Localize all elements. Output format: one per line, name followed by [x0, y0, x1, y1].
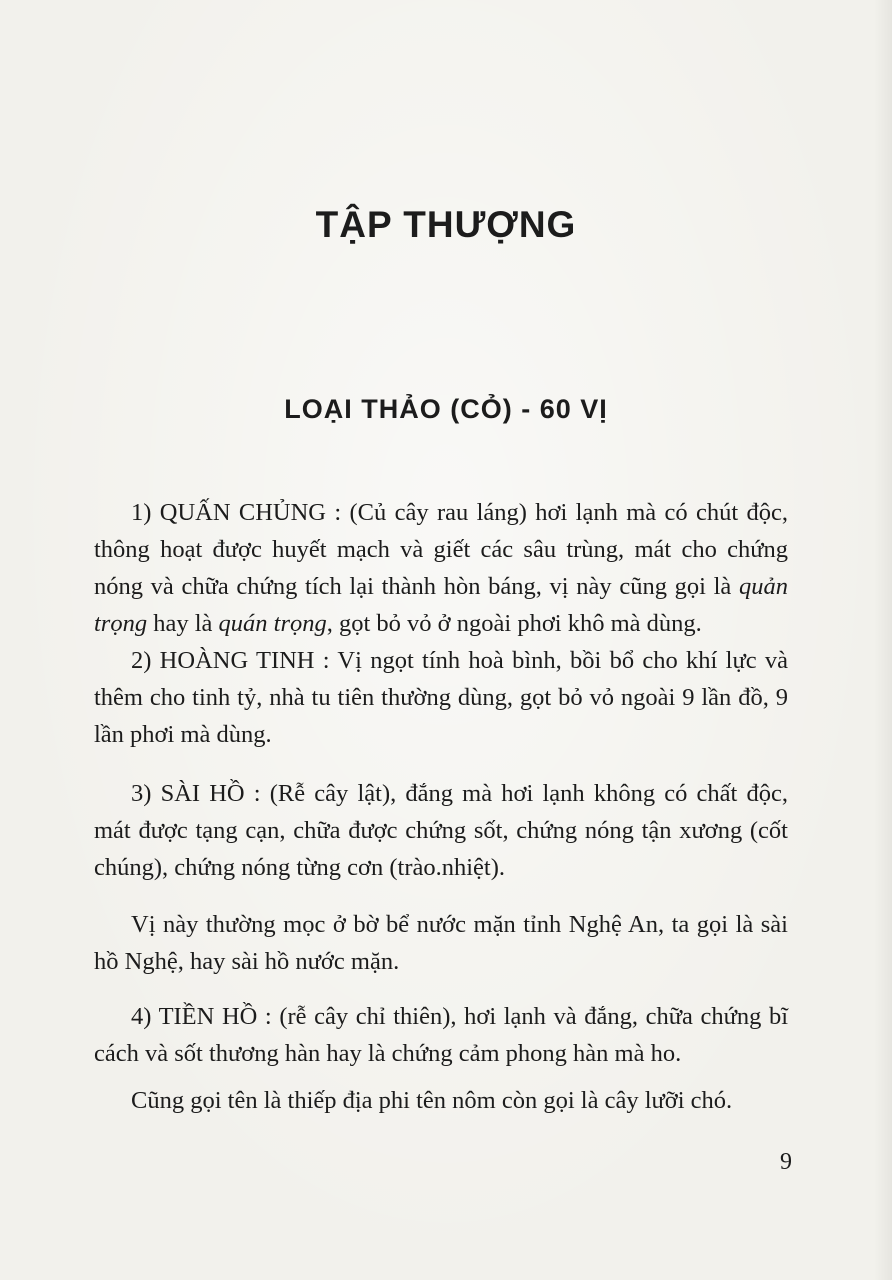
- entry-hoang-tinh: 2) HOÀNG TINH : Vị ngọt tính hoà bình, bồi bổ cho khí lực và thêm cho tinh tỷ, nhà tu tiên thường dùng, gọt bỏ vỏ ngoài 9 lần đồ, 9 lần phơi mà dùng.: [94, 647, 788, 748]
- italic-term: quản trọng: [94, 573, 788, 637]
- entry-quan-chung: [94, 494, 788, 642]
- volume-title: TẬP THƯỢNG: [315, 204, 577, 245]
- body-text: [94, 494, 788, 1119]
- italic-term: quán trọng: [218, 610, 327, 637]
- entry-text: , gọt bỏ vỏ ở ngoài phơi khô mà dùng.: [326, 610, 702, 637]
- entry-text: hay là: [147, 610, 219, 637]
- entry-text: 1) QUẤN CHỦNG : (Củ cây rau láng) hơi lạnh mà có chút độc, thông hoạt được huyết mạch và giết các sâu trùng, mát cho chứng nóng và chữa chứng tích lại thành hòn báng, vị này cũng gọi là: [94, 499, 788, 600]
- entry-tien-ho-note: Cũng gọi tên là thiếp địa phi tên nôm còn gọi là cây lưỡi chó.: [131, 1087, 733, 1114]
- entry-tien-ho: 4) TIỀN HỒ : (rễ cây chỉ thiên), hơi lạnh và đắng, chữa chứng bĩ cách và sốt thương hàn hay là chứng cảm phong hàn mà ho.: [94, 1003, 788, 1067]
- entry-sai-ho: 3) SÀI HỒ : (Rễ cây lật), đắng mà hơi lạnh không có chất độc, mát được tạng cạn, chữa được chứng sốt, chứng nóng tận xương (cốt chúng), chứng nóng từng cơn (trào.nhiệt).: [94, 780, 788, 881]
- page-edge-shadow: [874, 0, 892, 1280]
- page-number: 9: [780, 1149, 792, 1175]
- entry-sai-ho-note: Vị này thường mọc ở bờ bể nước mặn tỉnh Nghệ An, ta gọi là sài hồ Nghệ, hay sài hồ nước mặn.: [94, 911, 788, 975]
- section-title: LOẠI THẢO (CỎ) - 60 VỊ: [284, 394, 608, 424]
